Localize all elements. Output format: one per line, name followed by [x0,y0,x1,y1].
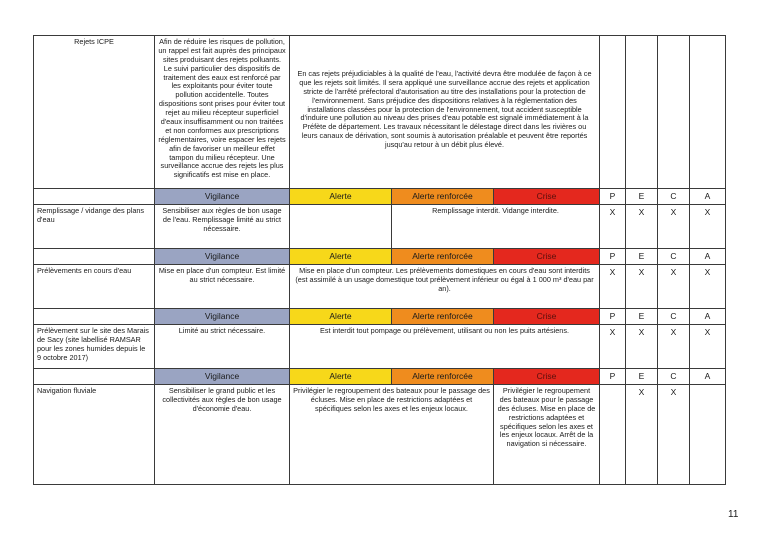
level-alerte: Alerte [290,189,392,205]
table-row [34,325,726,369]
vigilance-measure: Sensibiliser aux règles de bon usage de l'eau. Remplissage limité au strict nécessaire. [155,205,290,249]
mark-e [626,36,658,189]
level-crise: Crise [494,249,600,265]
alerte-crise-measure: Est interdit tout pompage ou prélèvement, utilisant ou non les puits artésiens. [290,325,600,369]
mark-a [690,385,726,485]
mark-c: X [658,325,690,369]
letter-a: A [690,189,726,205]
level-header-row [34,189,726,205]
crise-measure: Privilégier le regroupement des bateaux pour le passage des écluses. Mise en place de restrictions adaptées et spécifiques selon les axes et les enjeux locaux. Arrêt de la navigation si nécessaire. [494,385,600,485]
level-vigilance: Vigilance [155,189,290,205]
mark-e: X [626,265,658,309]
mark-e: X [626,205,658,249]
mark-c: X [658,265,690,309]
table-row [34,36,726,189]
letter-p: P [600,189,626,205]
usage-cell: Prélèvement sur le site des Marais de Sacy (site labellisé RAMSAR pour les zones humides depuis le 9 octobre 2017) [34,325,155,369]
letter-c: C [658,309,690,325]
letter-e: E [626,369,658,385]
mark-p [600,385,626,485]
level-vigilance: Vigilance [155,369,290,385]
usage-cell: Rejets ICPE [34,36,155,189]
mark-p: X [600,265,626,309]
table-row [34,205,726,249]
mark-a [690,36,726,189]
table-row [34,385,726,485]
page-number: 11 [728,509,739,520]
renforcee-crise-measure: Remplissage interdit. Vidange interdite. [392,205,600,249]
level-alerte-renforcee: Alerte renforcée [392,189,494,205]
level-crise: Crise [494,189,600,205]
vigilance-measure: Limité au strict nécessaire. [155,325,290,369]
level-header-row [34,249,726,265]
table-row [34,265,726,309]
letter-e: E [626,189,658,205]
vigilance-measure: Sensibiliser le grand public et les collectivités aux règles de bon usage d'économie d'eau. [155,385,290,485]
letter-e: E [626,249,658,265]
letter-a: A [690,369,726,385]
letter-p: P [600,309,626,325]
mark-c: X [658,385,690,485]
letter-a: A [690,309,726,325]
alerte-renforcee-measure: Privilégier le regroupement des bateaux pour le passage des écluses. Mise en place de restrictions adaptées et spécifiques selon les axes et les enjeux locaux. [290,385,494,485]
letter-c: C [658,369,690,385]
level-alerte: Alerte [290,249,392,265]
level-alerte: Alerte [290,369,392,385]
letter-a: A [690,249,726,265]
level-alerte-renforcee: Alerte renforcée [392,249,494,265]
vigilance-measure: Mise en place d'un compteur. Est limité au strict nécessaire. [155,265,290,309]
usage-cell: Prélèvements en cours d'eau [34,265,155,309]
level-crise: Crise [494,369,600,385]
mark-a: X [690,205,726,249]
alerte-crise-measure: Mise en place d'un compteur. Les prélèvements domestiques en cours d'eau sont interdits (est assimilé à un usage domestique tout prélèvement inférieur ou égal à 1 000 m³ d'eau par an). [290,265,600,309]
level-header-row [34,309,726,325]
level-alerte-renforcee: Alerte renforcée [392,369,494,385]
level-alerte: Alerte [290,309,392,325]
mark-e: X [626,385,658,485]
mark-p: X [600,325,626,369]
letter-c: C [658,189,690,205]
letter-p: P [600,369,626,385]
mark-c [658,36,690,189]
letter-e: E [626,309,658,325]
level-vigilance: Vigilance [155,309,290,325]
level-crise: Crise [494,309,600,325]
alerte-crise-measure: En cas rejets préjudiciables à la qualité de l'eau, l'activité devra être modulée de façon à ce que les rejets soit limités. Il sera appliqué une surveillance accrue des rejets et application stricte de l'arrêté préfectoral d'autorisation au titre des installations pour la protection de l'environnement. Sans préjudice des dispositions relatives à la réglementation des installations classées pour la protection de l'environnement, tout accident susceptible d'induire une pollution au niveau des prises d'eau potable est signalé immédiatement à la Préfète de département. Les travaux nécessitant le délestage direct dans les rivières ou leurs canaux de dérivation, sont soumis à autorisation préalable et peuvent être reportés jusqu'au retour à un débit plus élevé. [290,36,600,189]
level-vigilance: Vigilance [155,249,290,265]
usage-cell: Navigation fluviale [34,385,155,485]
measures-table [33,35,726,485]
vigilance-measure: Afin de réduire les risques de pollution, un rappel est fait auprès des principaux sites produisant des rejets polluants. Le suivi particulier des dispositifs de traitement des eaux est renforcé par les exploitants pour éviter toute pollution accidentelle. Toutes dispositions sont prises pour éviter tout rejet au milieu récepteur superficiel d'eaux insuffisamment ou non traitées et non conformes aux prescriptions réglementaires, voire espacer les rejets afin de favoriser un meilleur effet tampon du milieu récepteur. Une surveillance accrue des rejets les plus significatifs est mise en place. [155,36,290,189]
mark-e: X [626,325,658,369]
mark-a: X [690,325,726,369]
mark-a: X [690,265,726,309]
usage-cell: Remplissage / vidange des plans d'eau [34,205,155,249]
mark-p: X [600,205,626,249]
letter-p: P [600,249,626,265]
mark-p [600,36,626,189]
mark-c: X [658,205,690,249]
letter-c: C [658,249,690,265]
level-alerte-renforcee: Alerte renforcée [392,309,494,325]
level-header-row [34,369,726,385]
